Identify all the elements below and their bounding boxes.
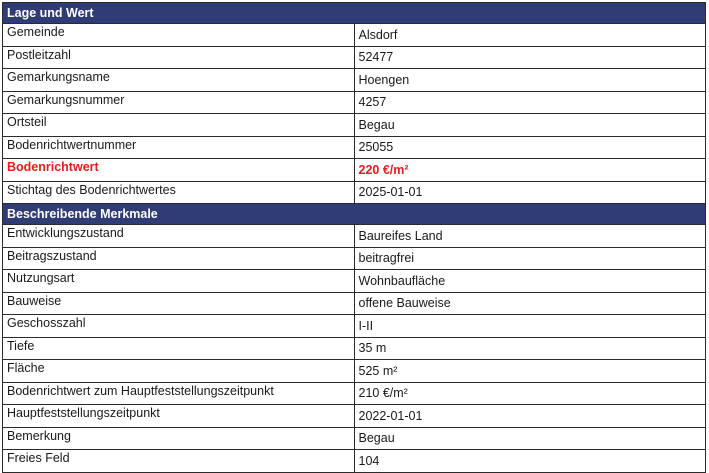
row-label: Bemerkung (3, 427, 355, 450)
row-label: Postleitzahl (3, 46, 355, 69)
table-row (3, 69, 706, 92)
table-row (3, 136, 706, 159)
row-value: offene Bauweise (354, 292, 706, 315)
land-value-table (2, 2, 706, 473)
row-value: 220 €/m² (354, 159, 706, 182)
section-header-row (3, 3, 706, 24)
table-row (3, 337, 706, 360)
row-label: Bodenrichtwert (3, 159, 355, 182)
table-row (3, 46, 706, 69)
row-label: Entwicklungszustand (3, 225, 355, 248)
row-value: Hoengen (354, 69, 706, 92)
table-row (3, 315, 706, 338)
table-row (3, 159, 706, 182)
table-row (3, 427, 706, 450)
table-row (3, 405, 706, 428)
table-row (3, 24, 706, 47)
row-value: Alsdorf (354, 24, 706, 47)
row-label: Tiefe (3, 337, 355, 360)
land-value-table-body (3, 3, 706, 473)
row-label: Bodenrichtwert zum Hauptfeststellungszeitpunkt (3, 382, 355, 405)
row-label: Stichtag des Bodenrichtwertes (3, 181, 355, 204)
row-label: Bodenrichtwertnummer (3, 136, 355, 159)
row-label: Fläche (3, 360, 355, 383)
table-row (3, 91, 706, 114)
row-value: 25055 (354, 136, 706, 159)
row-value: 2022-01-01 (354, 405, 706, 428)
table-row (3, 247, 706, 270)
row-value: 52477 (354, 46, 706, 69)
row-value: Begau (354, 114, 706, 137)
section-title: Beschreibende Merkmale (3, 204, 706, 225)
row-value: Baureifes Land (354, 225, 706, 248)
section-header-row (3, 204, 706, 225)
row-label: Freies Feld (3, 450, 355, 473)
row-label: Beitragszustand (3, 247, 355, 270)
row-value: beitragfrei (354, 247, 706, 270)
row-value: 2025-01-01 (354, 181, 706, 204)
row-value: 210 €/m² (354, 382, 706, 405)
land-value-panel (2, 2, 706, 473)
row-label: Gemeinde (3, 24, 355, 47)
table-row (3, 450, 706, 473)
table-row (3, 225, 706, 248)
table-row (3, 292, 706, 315)
row-label: Bauweise (3, 292, 355, 315)
section-title: Lage und Wert (3, 3, 706, 24)
row-label: Ortsteil (3, 114, 355, 137)
row-value: 104 (354, 450, 706, 473)
row-label: Hauptfeststellungszeitpunkt (3, 405, 355, 428)
row-value: 525 m² (354, 360, 706, 383)
row-value: Begau (354, 427, 706, 450)
table-row (3, 181, 706, 204)
row-value: I-II (354, 315, 706, 338)
table-row (3, 114, 706, 137)
table-row (3, 382, 706, 405)
row-value: 4257 (354, 91, 706, 114)
table-row (3, 270, 706, 293)
row-value: 35 m (354, 337, 706, 360)
row-label: Nutzungsart (3, 270, 355, 293)
row-label: Geschosszahl (3, 315, 355, 338)
row-value: Wohnbaufläche (354, 270, 706, 293)
table-row (3, 360, 706, 383)
row-label: Gemarkungsnummer (3, 91, 355, 114)
row-label: Gemarkungsname (3, 69, 355, 92)
